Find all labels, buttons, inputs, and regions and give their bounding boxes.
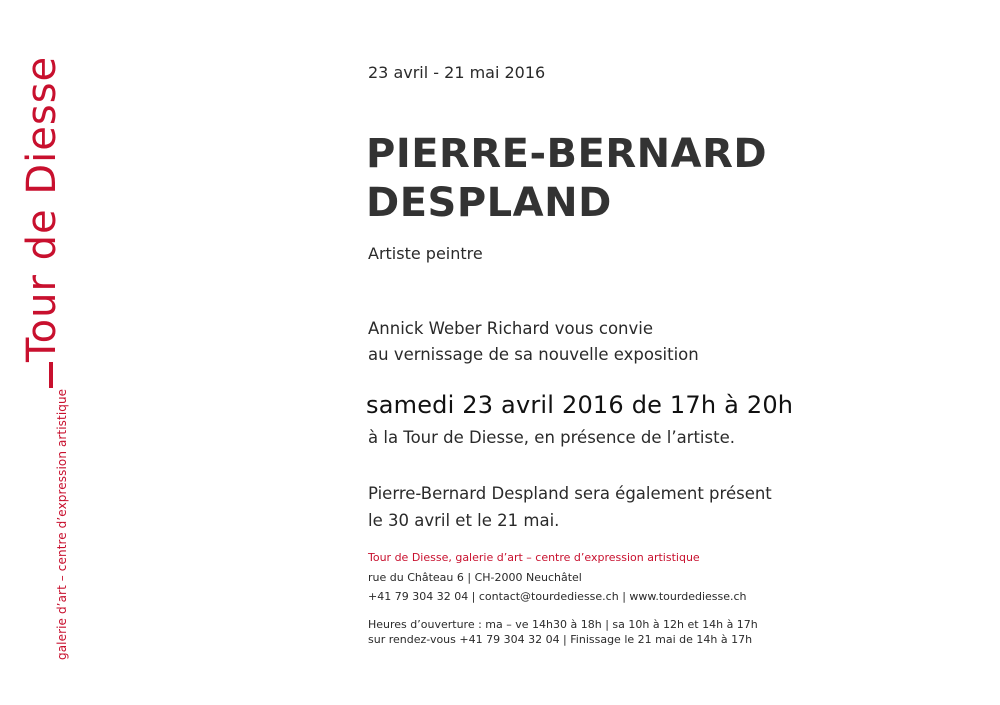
presence-line1: Pierre-Bernard Despland sera également présent: [368, 484, 772, 503]
invitation-line1: Annick Weber Richard vous convie: [368, 319, 653, 338]
presence-line2: le 30 avril et le 21 mai.: [368, 511, 560, 530]
artist-name-line1: PIERRE-BERNARD: [366, 131, 768, 177]
gallery-contact-line: +41 79 304 32 04 | contact@tourdediesse.ch | www.tourdediesse.ch: [368, 590, 747, 603]
hours-line2: sur rendez-vous +41 79 304 32 04 | Finissage le 21 mai de 14h à 17h: [368, 633, 753, 646]
hours-line1: Heures d’ouverture : ma – ve 14h30 à 18h | sa 10h à 12h et 14h à 17h: [368, 618, 758, 631]
event-date-time: samedi 23 avril 2016 de 17h à 20h: [366, 391, 794, 419]
brand-strip: [19, 20, 82, 680]
artist-name: [366, 130, 767, 228]
opening-hours: [368, 617, 758, 647]
brand-tagline: galerie d’art – centre d’expression artistique: [55, 388, 69, 660]
contact-block: [368, 568, 747, 606]
invitation-text: [368, 316, 699, 368]
artist-presence: [368, 480, 772, 534]
gallery-name: Tour de Diesse, galerie d’art – centre d’expression artistique: [368, 551, 700, 564]
gallery-address: rue du Château 6 | CH-2000 Neuchâtel: [368, 571, 582, 584]
brand-logo-bar: [49, 362, 53, 388]
brand-name: Tour de Diesse: [19, 55, 65, 362]
event-place: à la Tour de Diesse, en présence de l’artiste.: [368, 428, 735, 447]
exhibition-dates: 23 avril - 21 mai 2016: [368, 63, 546, 82]
invitation-line2: au vernissage de sa nouvelle exposition: [368, 345, 699, 364]
artist-name-line2: DESPLAND: [366, 180, 612, 226]
artist-role: Artiste peintre: [368, 244, 483, 263]
brand-rotated: [19, 20, 82, 680]
